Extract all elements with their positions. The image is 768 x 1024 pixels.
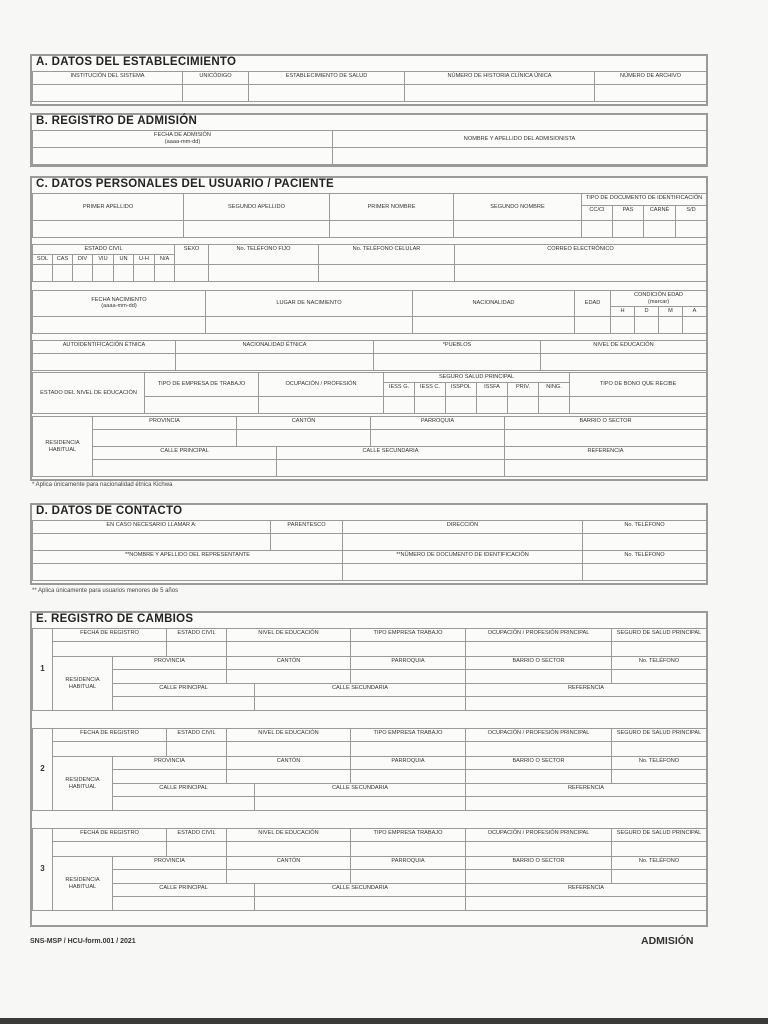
parroquia-field[interactable] [351, 870, 466, 884]
barrio-field[interactable] [505, 430, 707, 447]
ocupacion-field[interactable] [259, 397, 384, 414]
change-number: 1 [33, 629, 53, 711]
canton-field[interactable] [237, 430, 371, 447]
change-block-2 [32, 728, 707, 811]
ec-viu-field[interactable] [93, 264, 114, 281]
section-d-title: D. DATOS DE CONTACTO [36, 505, 183, 517]
nacionalidad-field[interactable] [413, 316, 575, 333]
residencia-label: RESIDENCIA HABITUAL [53, 757, 113, 811]
c-row5-table [32, 372, 707, 414]
provincia-field[interactable] [93, 430, 237, 447]
calle-secundaria-field[interactable] [277, 460, 505, 477]
section-e [30, 611, 708, 927]
historia-clinica-label: NÚMERO DE HISTORIA CLÍNICA ÚNICA [405, 72, 595, 85]
ec-sol[interactable]: SOL [33, 255, 53, 265]
estado-civil-label: ESTADO CIVIL [167, 829, 227, 842]
ec-div[interactable]: DIV [73, 255, 93, 265]
seguro-label: SEGURO DE SALUD PRINCIPAL [612, 829, 707, 842]
tipo-doc-carne-field[interactable] [644, 221, 676, 238]
cond-edad-h-field[interactable] [611, 316, 635, 333]
fecha-admision-label [33, 131, 333, 148]
provincia-field[interactable] [113, 870, 227, 884]
cond-edad-a-field[interactable] [683, 316, 707, 333]
provincia-field[interactable] [113, 770, 227, 784]
section-b-table [32, 130, 707, 165]
estado-nivel-educacion-label: ESTADO DEL NIVEL DE EDUCACIÓN [33, 373, 145, 414]
form-code: SNS-MSP / HCU-form.001 / 2021 [30, 938, 136, 945]
establecimiento-field[interactable] [249, 85, 405, 102]
fecha-registro-field[interactable] [53, 642, 167, 657]
tipo-empresa-field[interactable] [351, 842, 466, 857]
residencia-label: RESIDENCIA HABITUAL [53, 857, 113, 911]
bottom-bar [0, 1018, 768, 1024]
tipo-empresa-field[interactable] [351, 642, 466, 657]
referencia-field[interactable] [505, 460, 707, 477]
numero-archivo-label: NÚMERO DE ARCHIVO [595, 72, 707, 85]
parentesco-label: PARENTESCO [271, 521, 343, 534]
parentesco-field[interactable] [271, 534, 343, 551]
canton-field[interactable] [227, 870, 351, 884]
tipo-empresa-label: TIPO EMPRESA TRABAJO [351, 729, 466, 742]
calle-principal-field[interactable] [113, 797, 255, 811]
ocupacion-field[interactable] [466, 842, 612, 857]
establecimiento-label: ESTABLECIMIENTO DE SALUD [249, 72, 405, 85]
tipo-documento-label: TIPO DE DOCUMENTO DE IDENTIFICACIÓN [582, 194, 707, 206]
admisionista-label: NOMBRE Y APELLIDO DEL ADMISIONISTA [333, 131, 707, 148]
parroquia-field[interactable] [351, 770, 466, 784]
ocupacion-field[interactable] [466, 742, 612, 757]
tipo-doc-pas[interactable]: PAS [613, 206, 644, 221]
tel-fijo-label: No. TELÉFONO FIJO [209, 245, 319, 265]
tel-celular-label: No. TELÉFONO CELULAR [319, 245, 455, 265]
tipo-doc-carne[interactable]: CARNÉ [644, 206, 676, 221]
section-a-title: A. DATOS DEL ESTABLECIMIENTO [36, 56, 237, 68]
tipo-empresa-label: TIPO DE EMPRESA DE TRABAJO [145, 373, 259, 397]
residencia-label: RESIDENCIA HABITUAL [33, 417, 93, 477]
calle-principal-label: CALLE PRINCIPAL [113, 884, 255, 897]
barrio-label: BARRIO O SECTOR [466, 657, 612, 670]
primer-nombre-label: PRIMER NOMBRE [330, 194, 454, 221]
doc-representante-label: **NÚMERO DE DOCUMENTO DE IDENTIFICACIÓN [343, 551, 583, 564]
referencia-field[interactable] [466, 897, 707, 911]
representante-label: **NOMBRE Y APELLIDO DEL REPRESENTANTE [33, 551, 343, 564]
nivel-educacion-field[interactable] [227, 642, 351, 657]
barrio-label: BARRIO O SECTOR [466, 757, 612, 770]
cond-edad-h[interactable]: H [611, 307, 635, 317]
seguro-field[interactable] [612, 742, 707, 757]
parroquia-label: PARROQUIA [351, 657, 466, 670]
calle-secundaria-field[interactable] [255, 797, 466, 811]
section-b-title: B. REGISTRO DE ADMISIÓN [36, 115, 198, 127]
canton-label: CANTÓN [227, 657, 351, 670]
telefono-field[interactable] [612, 770, 707, 784]
estado-civil-label: ESTADO CIVIL [167, 629, 227, 642]
representante-telefono-field[interactable] [583, 564, 707, 581]
ec-uh-field[interactable] [134, 264, 155, 281]
seguro-ning[interactable]: NING. [539, 383, 570, 397]
seguro-field[interactable] [612, 642, 707, 657]
edad-label: EDAD [575, 291, 611, 317]
seguro-field[interactable] [612, 842, 707, 857]
barrio-label: BARRIO O SECTOR [505, 417, 707, 430]
section-d [30, 503, 708, 585]
provincia-label: PROVINCIA [113, 657, 227, 670]
barrio-field[interactable] [466, 770, 612, 784]
referencia-label: REFERENCIA [466, 684, 707, 697]
section-d-table [32, 520, 707, 581]
change-number: 3 [33, 829, 53, 911]
canton-label: CANTÓN [237, 417, 371, 430]
contacto-telefono-field[interactable] [583, 534, 707, 551]
estado-civil-field[interactable] [167, 742, 227, 757]
tipo-empresa-field[interactable] [145, 397, 259, 414]
ocupacion-label: OCUPACIÓN / PROFESIÓN PRINCIPAL [466, 829, 612, 842]
section-a-table [32, 71, 707, 102]
referencia-field[interactable] [466, 797, 707, 811]
fecha-nacimiento-format: (aaaa-mm-dd) [101, 303, 137, 310]
sexo-label: SEXO [175, 245, 209, 265]
calle-principal-field[interactable] [113, 697, 255, 711]
unicodigo-field[interactable] [183, 85, 249, 102]
ocupacion-field[interactable] [466, 642, 612, 657]
lugar-nacimiento-field[interactable] [206, 316, 413, 333]
section-e-title: E. REGISTRO DE CAMBIOS [36, 613, 194, 625]
segundo-apellido-label: SEGUNDO APELLIDO [184, 194, 330, 221]
c-row3-table [32, 290, 707, 334]
parroquia-field[interactable] [371, 430, 505, 447]
barrio-label: BARRIO O SECTOR [466, 857, 612, 870]
cond-edad-m-field[interactable] [659, 316, 683, 333]
ec-viu[interactable]: VIU [93, 255, 114, 265]
estado-civil-label: ESTADO CIVIL [167, 729, 227, 742]
correo-field[interactable] [455, 264, 707, 281]
seguro-label: SEGURO DE SALUD PRINCIPAL [612, 729, 707, 742]
calle-principal-field[interactable] [113, 897, 255, 911]
c-row1-table [32, 193, 707, 238]
llamar-a-label: EN CASO NECESARIO LLAMAR A: [33, 521, 271, 534]
doc-representante-field[interactable] [343, 564, 583, 581]
cond-edad-d-field[interactable] [635, 316, 659, 333]
nivel-educacion-field[interactable] [227, 742, 351, 757]
historia-clinica-field[interactable] [405, 85, 595, 102]
correo-label: CORREO ELECTRÓNICO [455, 245, 707, 265]
section-c-title: C. DATOS PERSONALES DEL USUARIO / PACIENTE [36, 178, 335, 190]
seguro-priv-field[interactable] [508, 397, 539, 414]
direccion-label: DIRECCIÓN [343, 521, 583, 534]
condicion-edad-label [611, 291, 707, 307]
c-row4-table [32, 340, 707, 371]
fecha-admision-format: (aaaa-mm-dd) [164, 138, 201, 145]
seguro-issfa[interactable]: ISSFA [477, 383, 508, 397]
institucion-field[interactable] [33, 85, 183, 102]
seguro-label: SEGURO SALUD PRINCIPAL [384, 373, 570, 383]
telefono-label: No. TELÉFONO [612, 757, 707, 770]
parroquia-label: PARROQUIA [351, 857, 466, 870]
segundo-nombre-label: SEGUNDO NOMBRE [454, 194, 582, 221]
parroquia-field[interactable] [351, 670, 466, 684]
nivel-educacion-label: NIVEL DE EDUCACIÓN [227, 729, 351, 742]
tipo-bono-label: TIPO DE BONO QUE RECIBE [570, 373, 707, 397]
ocupacion-label: OCUPACIÓN / PROFESIÓN [259, 373, 384, 397]
fecha-registro-field[interactable] [53, 842, 167, 857]
seguro-iess-g[interactable]: IESS G. [384, 383, 415, 397]
provincia-label: PROVINCIA [113, 857, 227, 870]
llamar-a-field[interactable] [33, 534, 271, 551]
ec-un[interactable]: UN [114, 255, 134, 265]
ec-na-field[interactable] [155, 264, 175, 281]
ec-sol-field[interactable] [33, 264, 53, 281]
tel-fijo-field[interactable] [209, 264, 319, 281]
fecha-registro-field[interactable] [53, 742, 167, 757]
ocupacion-label: OCUPACIÓN / PROFESIÓN PRINCIPAL [466, 629, 612, 642]
referencia-label: REFERENCIA [466, 884, 707, 897]
canton-label: CANTÓN [227, 757, 351, 770]
unicodigo-label: UNICÓDIGO [183, 72, 249, 85]
nivel-educacion-label: NIVEL DE EDUCACIÓN [541, 341, 707, 354]
section-a [30, 54, 708, 106]
nivel-educacion-field[interactable] [227, 842, 351, 857]
calle-secundaria-label: CALLE SECUNDARIA [255, 884, 466, 897]
tipo-empresa-field[interactable] [351, 742, 466, 757]
seguro-isspol[interactable]: ISSPOL [446, 383, 477, 397]
canton-field[interactable] [227, 770, 351, 784]
tipo-empresa-label: TIPO EMPRESA TRABAJO [351, 829, 466, 842]
residencia-label: RESIDENCIA HABITUAL [53, 657, 113, 711]
provincia-label: PROVINCIA [93, 417, 237, 430]
contacto-telefono-label: No. TELÉFONO [583, 521, 707, 534]
estado-civil-label: ESTADO CIVIL [33, 245, 175, 255]
ec-na[interactable]: N/A [155, 255, 175, 265]
pueblos-label: *PUEBLOS [374, 341, 541, 354]
fecha-admision-text: FECHA DE ADMISIÓN [154, 132, 211, 138]
seguro-isspol-field[interactable] [446, 397, 477, 414]
referencia-label: REFERENCIA [505, 447, 707, 460]
ec-uh[interactable]: U-H [134, 255, 155, 265]
telefono-label: No. TELÉFONO [612, 657, 707, 670]
tel-celular-field[interactable] [319, 264, 455, 281]
telefono-field[interactable] [612, 870, 707, 884]
canton-field[interactable] [227, 670, 351, 684]
telefono-field[interactable] [612, 670, 707, 684]
segundo-nombre-field[interactable] [454, 221, 582, 238]
form-label: ADMISIÓN [641, 935, 694, 947]
tipo-doc-cc[interactable]: CC/CI [582, 206, 613, 221]
nacionalidad-label: NACIONALIDAD [413, 291, 575, 317]
estado-civil-field[interactable] [167, 642, 227, 657]
fecha-registro-label: FECHA DE REGISTRO [53, 629, 167, 642]
change-block-3 [32, 828, 707, 911]
seguro-iess-c[interactable]: IESS C. [415, 383, 446, 397]
seguro-label: SEGURO DE SALUD PRINCIPAL [612, 629, 707, 642]
seguro-iess-c-field[interactable] [415, 397, 446, 414]
barrio-field[interactable] [466, 870, 612, 884]
autoidentificacion-field[interactable] [33, 354, 176, 371]
barrio-field[interactable] [466, 670, 612, 684]
cond-edad-d[interactable]: D [635, 307, 659, 317]
seguro-ning-field[interactable] [539, 397, 570, 414]
tipo-bono-field[interactable] [570, 397, 707, 414]
calle-secundaria-label: CALLE SECUNDARIA [255, 684, 466, 697]
referencia-label: REFERENCIA [466, 784, 707, 797]
tipo-doc-sd-field[interactable] [676, 221, 707, 238]
c-row2-table [32, 244, 707, 282]
ocupacion-label: OCUPACIÓN / PROFESIÓN PRINCIPAL [466, 729, 612, 742]
representante-field[interactable] [33, 564, 343, 581]
ec-div-field[interactable] [73, 264, 93, 281]
referencia-field[interactable] [466, 697, 707, 711]
primer-apellido-label: PRIMER APELLIDO [33, 194, 184, 221]
section-d-note: ** Aplica únicamente para usuarios menores de 5 años [32, 588, 179, 594]
ec-cas-field[interactable] [53, 264, 73, 281]
calle-secundaria-field[interactable] [255, 697, 466, 711]
telefono-label: No. TELÉFONO [612, 857, 707, 870]
seguro-priv[interactable]: PRIV. [508, 383, 539, 397]
edad-field[interactable] [575, 316, 611, 333]
canton-label: CANTÓN [227, 857, 351, 870]
fecha-nacimiento-field[interactable] [33, 316, 206, 333]
nivel-educacion-field[interactable] [541, 354, 707, 371]
section-b [30, 113, 708, 167]
nivel-educacion-label: NIVEL DE EDUCACIÓN [227, 829, 351, 842]
primer-apellido-field[interactable] [33, 221, 184, 238]
section-c [30, 176, 708, 481]
provincia-field[interactable] [113, 670, 227, 684]
nacionalidad-etnica-label: NACIONALIDAD ÉTNICA [176, 341, 374, 354]
fecha-admision-field[interactable] [33, 148, 333, 165]
lugar-nacimiento-label: LUGAR DE NACIMIENTO [206, 291, 413, 317]
calle-principal-label: CALLE PRINCIPAL [113, 684, 255, 697]
fecha-registro-label: FECHA DE REGISTRO [53, 729, 167, 742]
autoidentificacion-label: AUTOIDENTIFICACIÓN ÉTNICA [33, 341, 176, 354]
cond-edad-m[interactable]: M [659, 307, 683, 317]
fecha-nacimiento-label [33, 291, 206, 317]
calle-principal-field[interactable] [93, 460, 277, 477]
fecha-nacimiento-text: FECHA NACIMIENTO [91, 296, 147, 303]
calle-principal-label: CALLE PRINCIPAL [93, 447, 277, 460]
representante-telefono-label: No. TELÉFONO [583, 551, 707, 564]
provincia-label: PROVINCIA [113, 757, 227, 770]
ec-cas[interactable]: CAS [53, 255, 73, 265]
fecha-registro-label: FECHA DE REGISTRO [53, 829, 167, 842]
change-block-1 [32, 628, 707, 711]
calle-secundaria-label: CALLE SECUNDARIA [277, 447, 505, 460]
condicion-edad-text: CONDICIÓN EDAD [633, 292, 684, 298]
sexo-field[interactable] [175, 264, 209, 281]
ec-un-field[interactable] [114, 264, 134, 281]
change-number: 2 [33, 729, 53, 811]
section-c-note: * Aplica únicamente para nacionalidad étnica Kichwa [32, 482, 173, 488]
tipo-doc-sd[interactable]: S/D [676, 206, 707, 221]
seguro-issfa-field[interactable] [477, 397, 508, 414]
segundo-apellido-field[interactable] [184, 221, 330, 238]
numero-archivo-field[interactable] [595, 85, 707, 102]
parroquia-label: PARROQUIA [371, 417, 505, 430]
nacionalidad-etnica-field[interactable] [176, 354, 374, 371]
institucion-label: INSTITUCIÓN DEL SISTEMA [33, 72, 183, 85]
pueblos-field[interactable] [374, 354, 541, 371]
parroquia-label: PARROQUIA [351, 757, 466, 770]
calle-principal-label: CALLE PRINCIPAL [113, 784, 255, 797]
tipo-doc-cc-field[interactable] [582, 221, 613, 238]
c-residencia-table [32, 416, 707, 477]
cond-edad-a[interactable]: A [683, 307, 707, 317]
admisionista-field[interactable] [333, 148, 707, 165]
condicion-edad-sub: (marcar) [647, 298, 670, 305]
calle-secundaria-label: CALLE SECUNDARIA [255, 784, 466, 797]
direccion-field[interactable] [343, 534, 583, 551]
nivel-educacion-label: NIVEL DE EDUCACIÓN [227, 629, 351, 642]
estado-civil-field[interactable] [167, 842, 227, 857]
primer-nombre-field[interactable] [330, 221, 454, 238]
seguro-iess-g-field[interactable] [384, 397, 415, 414]
tipo-doc-pas-field[interactable] [613, 221, 644, 238]
tipo-empresa-label: TIPO EMPRESA TRABAJO [351, 629, 466, 642]
calle-secundaria-field[interactable] [255, 897, 466, 911]
